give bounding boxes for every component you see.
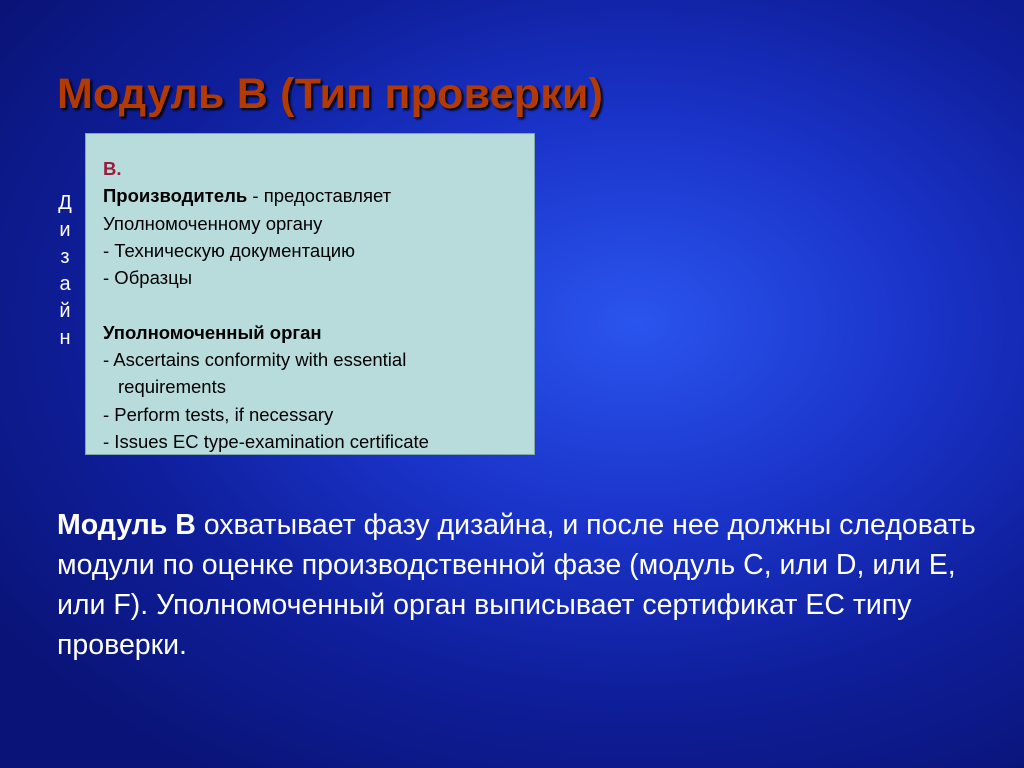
- notified-body-item: - Issues EC type-examination certificate: [103, 430, 429, 452]
- notified-body-heading: Уполномоченный орган: [103, 321, 322, 343]
- box-marker: B.: [103, 158, 122, 179]
- manufacturer-item: - Техническую документацию: [103, 239, 355, 261]
- manufacturer-item: Уполномоченному органу: [103, 212, 323, 234]
- manufacturer-line: [103, 182, 520, 209]
- slide-title: Модуль В (Тип проверки): [57, 70, 604, 118]
- summary-lead: Модуль В: [57, 509, 196, 541]
- vertical-letter: з: [60, 246, 70, 268]
- vertical-letter: Д: [58, 192, 72, 214]
- info-box: [85, 133, 535, 455]
- notified-body-item: - Perform tests, if necessary: [103, 403, 334, 425]
- vertical-letter: й: [59, 300, 71, 322]
- notified-body-item: requirements: [118, 376, 226, 398]
- summary-text: охватывает фазу дизайна, и после нее должны следовать модули по оценке производственной фазе (модуль C, или D, или E, или F). Уполномоченный орган выписывает сертификат ЕС типу проверки.: [57, 509, 976, 661]
- box-spacer: [103, 291, 520, 318]
- vertical-label-design: [54, 190, 76, 352]
- summary-paragraph: [57, 505, 987, 665]
- manufacturer-item: - Образцы: [103, 267, 193, 289]
- manufacturer-heading-tail: - предоставляет: [247, 185, 392, 207]
- vertical-letter: н: [59, 327, 71, 349]
- manufacturer-heading: Производитель: [103, 185, 248, 207]
- vertical-letter: и: [59, 219, 71, 241]
- vertical-letter: а: [59, 273, 71, 295]
- notified-body-item: - Ascertains conformity with essential: [103, 349, 407, 371]
